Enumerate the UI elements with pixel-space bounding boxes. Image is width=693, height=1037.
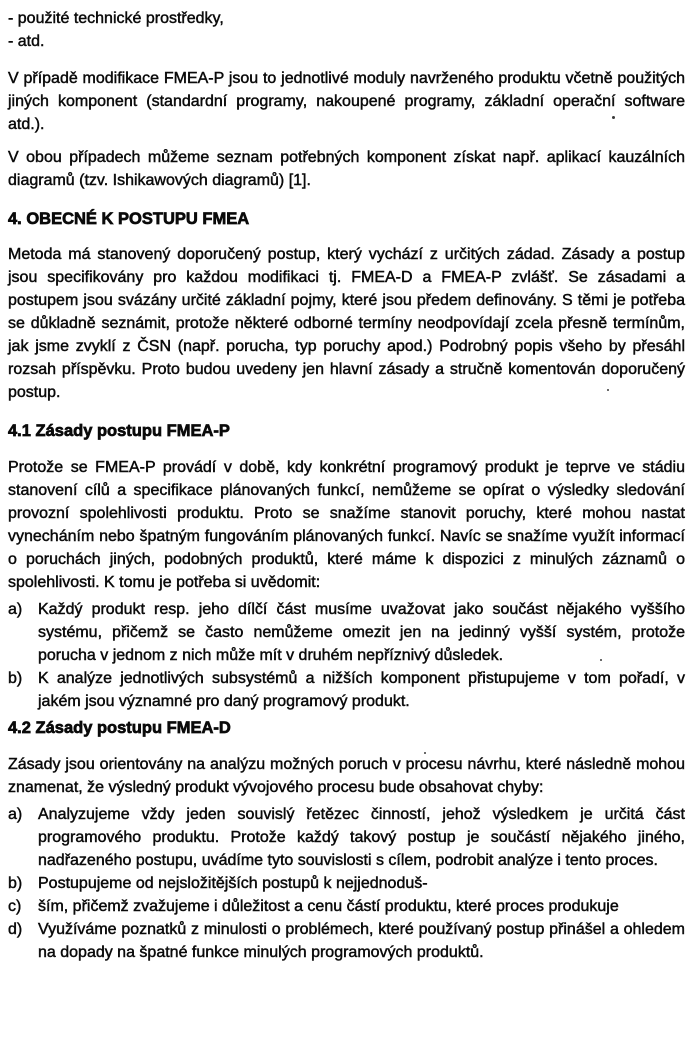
list-item-a — [8, 598, 685, 667]
list-item-a — [8, 803, 685, 872]
scan-noise-dot — [424, 752, 426, 754]
section-heading-4-1: 4.1 Zásady postupu FMEA-P — [8, 422, 230, 440]
list-item-label: b) — [8, 670, 23, 687]
section-heading-4-2: 4.2 Zásady postupu FMEA-D — [8, 719, 231, 737]
scan-noise-dot — [607, 389, 609, 391]
list-item-d — [8, 918, 685, 964]
paragraph-component-list-source: V obou případech můžeme seznam potřebných komponent získat např. aplikací kauzálních diagramů (tzv. Ishikawových diagramů) [1]. — [8, 149, 685, 189]
dash-list-item: - atd. — [8, 33, 45, 50]
scan-noise-dot — [600, 659, 602, 661]
list-item-text: Využíváme poznatků z minulosti o problémech, které používaný postup přinášel a ohledem na dopady na špatné funkce minulých programových produktů. — [38, 921, 685, 961]
paragraph-fmea-p-principles: Protože se FMEA-P provádí v době, kdy konkrétní programový produkt je teprve ve stádiu stanovení cílů a specifikace plánovaných funkcí, nemůžeme se opírat o výsledky sledování provozní spolehlivosti produktu. Proto se snažíme stanovit poruchy, které mohou nastat vynecháním nebo špatným fungováním plánovaných funkcí. Navíc se snažíme využít informací o poruchách jiných, podobných produktů, které máme k dispozici z minulých záznamů o spolehlivosti. K tomu je potřeba si uvědomit: — [8, 459, 685, 591]
list-item-text: Analyzujeme vždy jeden souvislý řetězec činností, jehož výsledkem je určitá část programového produktu. Protože každý takový postup je součástí nějakého jiného, nadřazeného postupu, uvádíme tyto souvislosti s cílem, podrobit analýze i tento proces. — [38, 806, 685, 869]
dash-list-item: - použité technické prostředky, — [8, 10, 224, 27]
list-item-label: d) — [8, 921, 23, 938]
paragraph-method-overview: Metoda má stanovený doporučený postup, který vychází z určitých zádad. Zásady a postup jsou specifikovány pro každou modifikaci tj. FMEA-D a FMEA-P zvlášť. Se zásadami a postupem jsou svázány určité základní pojmy, které jsou předem definovány. S těmi je potřeba se důkladně seznámit, protože některé odborné termíny neodpovídají zcela přesně termínům, jak jsme zvyklí z ČSN (např. porucha, typ poruchy apod.) Podrobný popis všeho by přesáhl rozsah příspěvku. Proto budou uvedeny jen hlavní zásady a stručně komentován doporučený postup. — [8, 246, 685, 401]
list-item-label: a) — [8, 601, 23, 618]
list-item-label: a) — [8, 806, 23, 823]
list-item-text: K analýze jednotlivých subsystémů a nižších komponent přistupujeme v tom pořadí, v jakém jsou významné pro daný programový produkt. — [38, 670, 685, 710]
paragraph-fmea-p-modification: V případě modifikace FMEA-P jsou to jednotlivé moduly navrženého produktu včetně použitých jiných komponent (standardní programy, nakoupené programy, základní operační software atd.). — [8, 70, 685, 133]
list-item-text: Postupujeme od nejsložitějších postupů k nejjednoduš- — [38, 875, 428, 892]
list-item-c — [8, 895, 685, 918]
list-item-label: b) — [8, 875, 23, 892]
lettered-list-4-1 — [8, 598, 685, 713]
list-item-b — [8, 872, 685, 895]
list-item-b — [8, 667, 685, 713]
intro-dash-list — [8, 7, 685, 53]
scan-noise-dot — [612, 116, 615, 119]
paragraph-fmea-d-principles: Zásady jsou orientovány na analýzu možných poruch v procesu návrhu, které následně mohou znamenat, že výsledný produkt vývojového procesu bude obsahovat chyby: — [8, 756, 685, 796]
list-item-text: Každý produkt resp. jeho dílčí část musíme uvažovat jako součást nějakého vyššího systému, přičemž se často nemůžeme omezit jen na jedinný vyšší systém, protože porucha v jednom z nich může mít v druhém nepříznivý důsledek. — [38, 601, 685, 664]
section-heading-4: 4. OBECNÉ K POSTUPU FMEA — [8, 210, 250, 228]
list-item-label: c) — [8, 898, 22, 915]
lettered-list-4-2 — [8, 803, 685, 964]
list-item-text: ším, přičemž zvažujeme i důležitost a cenu částí produktu, které proces produkuje — [38, 898, 619, 915]
